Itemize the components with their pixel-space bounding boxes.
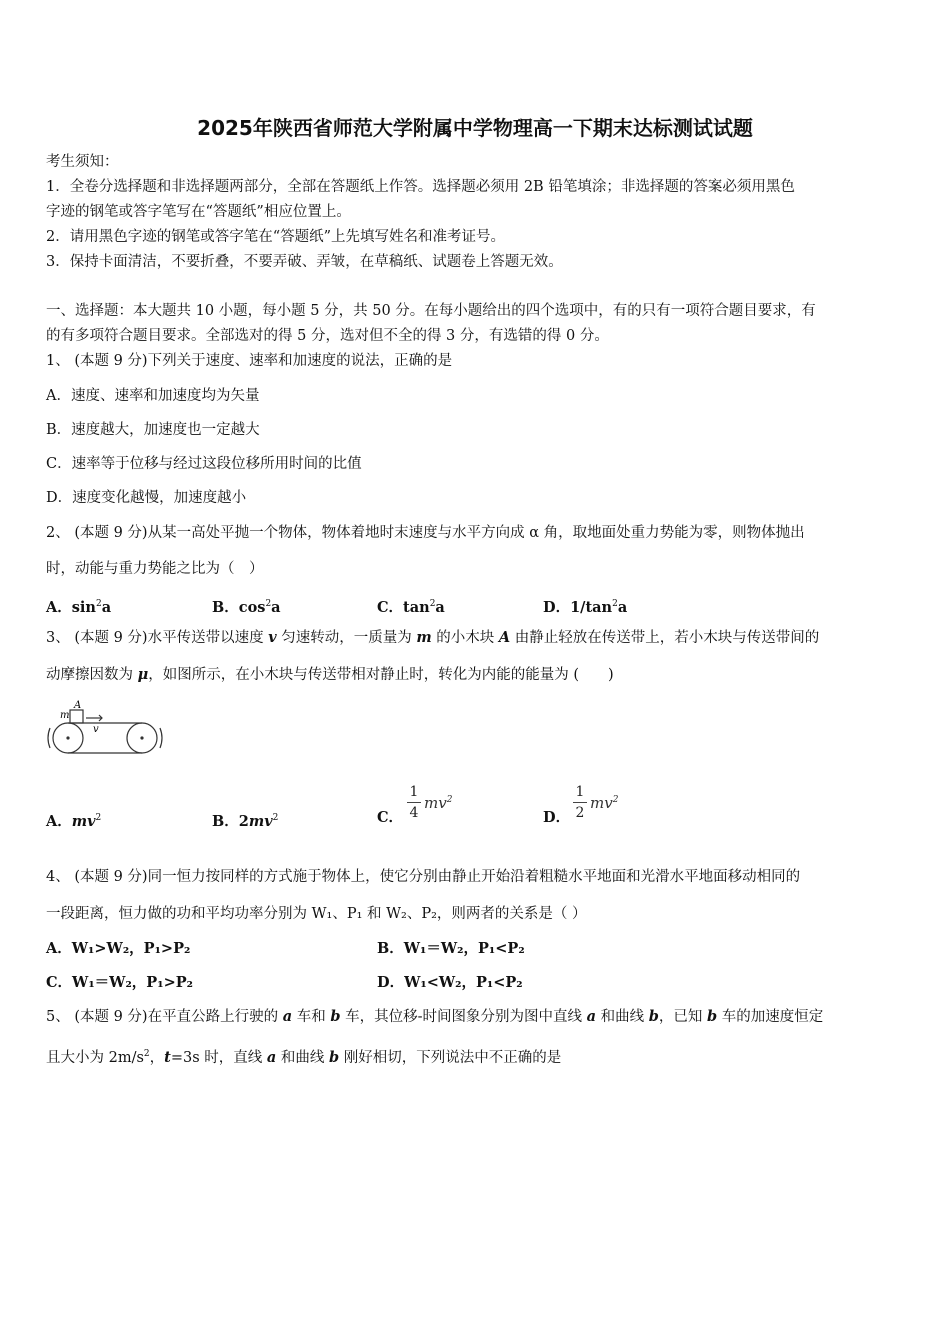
q2-option-a: A．$\sin^2a$ <box>46 599 112 616</box>
figure-label-a: A <box>74 700 82 711</box>
q4-option-c: C．W₁＝W₂，P₁>P₂ <box>46 974 193 991</box>
q3-option-a: A．$mv^2$ <box>46 813 102 830</box>
q4-stem: 一段距离，恒力做的功和平均功率分别为 W₁、P₁ 和 W₂、P₂，则两者的关系是（ ） <box>46 906 587 922</box>
q3-option-c: C． <box>377 809 404 826</box>
conveyor-belt-figure <box>44 698 168 760</box>
q4-option-a: A．W₁>W₂，P₁>P₂ <box>46 940 191 957</box>
page-title: 2025年陕西省师范大学附属中学物理高一下期末达标测试试题 <box>197 116 753 140</box>
notice-item: 1．全卷分选择题和非选择题两部分，全部在答题纸上作答。选择题必须用 2B 铅笔填涂；非选择题的答案必须用黑色 <box>46 179 795 195</box>
notice-item: 3．保持卡面清洁，不要折叠，不要弄破、弄皱，在草稿纸、试题卷上答题无效。 <box>46 254 563 270</box>
notice-heading: 考生须知： <box>46 154 119 170</box>
notice-item: 字迹的钢笔或答字笔写在“答题纸”相应位置上。 <box>46 204 351 220</box>
q1-option-a: A．速度、速率和加速度均为矢量 <box>46 388 260 404</box>
q3-option-c-fraction: 1 4 <box>407 784 421 821</box>
q1-option-b: B．速度越大，加速度也一定越大 <box>46 422 260 438</box>
q3-option-d-expr: $mv^2$ <box>590 794 619 812</box>
q3-stem: 3、 (本题 9 分)水平传送带以速度 v 匀速转动，一质量为 m 的小木块 A 由静止轻放在传送带上，若小木块与传送带间的 <box>46 629 820 646</box>
q2-stem: 时，动能与重力势能之比为（ ） <box>46 561 264 577</box>
q4-option-d: D．W₁<W₂，P₁<P₂ <box>377 974 523 991</box>
q3-option-c-expr: $mv^2$ <box>424 794 453 812</box>
section-intro: 一、选择题：本大题共 10 小题，每小题 5 分，共 50 分。在每小题给出的四个选项中，有的只有一项符合题目要求，有 <box>46 303 816 319</box>
q2-stem: 2、 (本题 9 分)从某一高处平抛一个物体，物体着地时末速度与水平方向成 α 角，取地面处重力势能为零，则物体抛出 <box>46 525 805 541</box>
notice-item: 2．请用黑色字迹的钢笔或答字笔在“答题纸”上先填写姓名和准考证号。 <box>46 229 506 245</box>
q3-option-b: B．$2mv^2$ <box>212 813 279 830</box>
q3-option-d: D． <box>543 809 571 826</box>
q2-option-d: D．$1/\tan^2a$ <box>543 599 628 616</box>
q5-stem: 且大小为 $2m/s^2$，t=3s 时，直线 a 和曲线 b 刚好相切，下列说法中不正确的是 <box>46 1049 562 1066</box>
q2-option-c: C．$\tan^2a$ <box>377 599 445 616</box>
q4-stem: 4、 (本题 9 分)同一恒力按同样的方式施于物体上，使它分别由静止开始沿着粗糙水平地面和光滑水平地面移动相同的 <box>46 869 801 885</box>
figure-label-v: v <box>93 724 99 735</box>
q1-stem: 1、 (本题 9 分)下列关于速度、速率和加速度的说法，正确的是 <box>46 353 453 369</box>
q2-option-b: B．$\cos^2a$ <box>212 599 281 616</box>
section-intro: 的有多项符合题目要求。全部选对的得 5 分，选对但不全的得 3 分，有选错的得 0 分。 <box>46 328 609 344</box>
q5-stem: 5、 (本题 9 分)在平直公路上行驶的 a 车和 b 车，其位移-时间图象分别为图中直线 a 和曲线 b，已知 b 车的加速度恒定 <box>46 1008 824 1025</box>
figure-label-m: m <box>60 710 70 721</box>
q3-stem: 动摩擦因数为 μ，如图所示，在小木块与传送带相对静止时，转化为内能的能量为 ( ) <box>46 666 614 683</box>
q4-option-b: B．W₁＝W₂，P₁<P₂ <box>377 940 525 957</box>
q1-option-d: D．速度变化越慢，加速度越小 <box>46 490 247 506</box>
block-a <box>70 710 83 723</box>
q3-option-d-fraction: 1 2 <box>573 784 587 821</box>
q1-option-c: C．速率等于位移与经过这段位移所用时间的比值 <box>46 456 362 472</box>
